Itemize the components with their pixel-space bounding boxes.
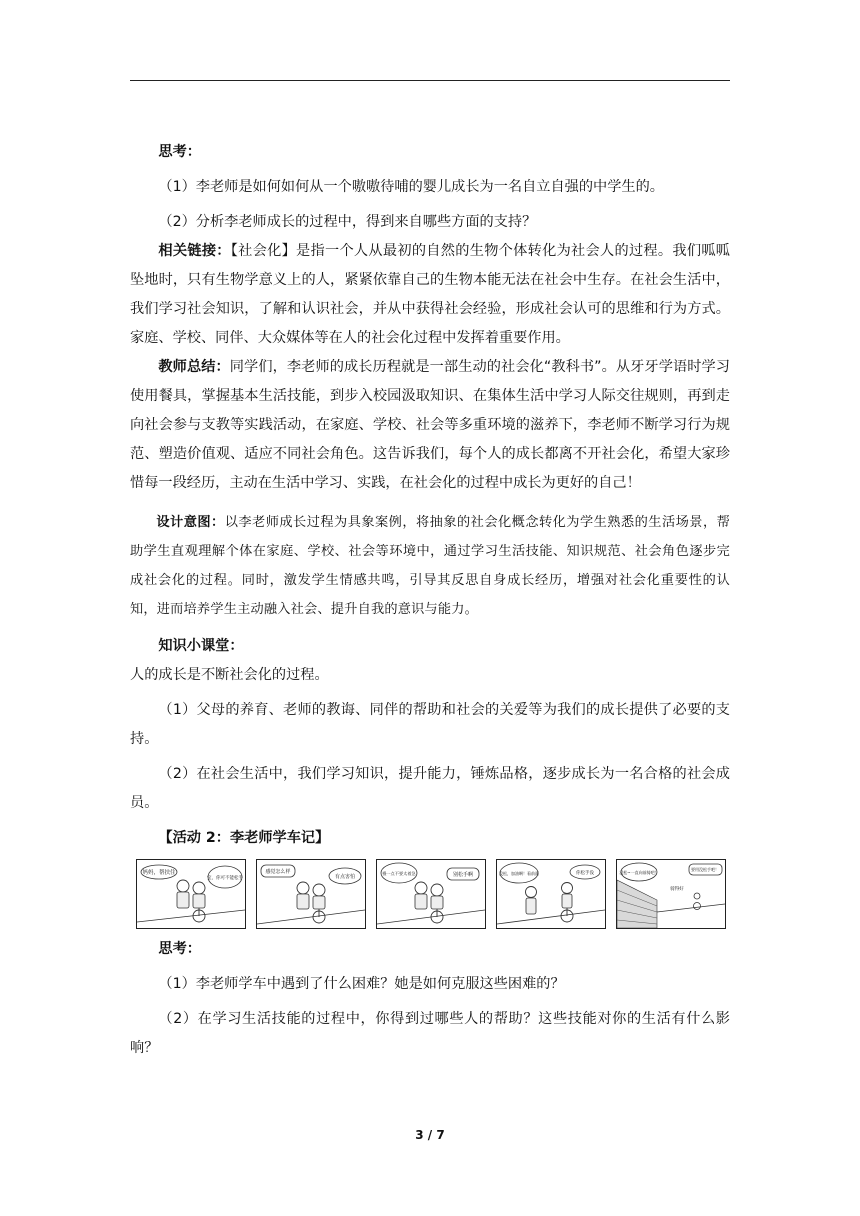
panel-3-bubble-2: 别松手啊 — [452, 872, 474, 878]
panel-3-bubble-1: 慢一点不要太着急 — [382, 871, 416, 876]
think-question-2: （2）分析李老师成长的过程中，得到来自哪些方面的支持？ — [158, 214, 537, 230]
related-link-text: 【社会化】是指一个人从最初的自然的生物个体转化为社会人的过程。我们呱呱坠地时，只有生物学意义上的人，紧紧依靠自己的生物本能无法在社会中生存。在社会生活中，我们学习社会知识，了解和认识社会，并从中获得社会经验，形成社会认可的思维和行为方式。家庭、学校、同伴、大众媒体等在人的社会化过程中发挥着重要作用。 — [130, 243, 730, 346]
comic-panel-3 — [376, 859, 486, 929]
panel-4-bubble-2: 你松手没 — [576, 871, 594, 876]
knowledge-point-1: （1）父母的养育、老师的教诲、同伴的帮助和社会的关爱等为我们的成长提供了必要的支持。 — [130, 702, 730, 747]
teacher-summary-text: 同学们，李老师的成长历程就是一部生动的社会化“教科书”。从牙牙学语时学习使用餐具，掌握基本生活技能，到步入校园汲取知识、在集体生活中学习人际交往规则，再到走向社会参与支教等实践活动，在家庭、学校、社会等多重环境的滋养下，李老师不断学习行为规范、塑造价值观、适应不同社会角色。这告诉我们，每个人的成长都离不开社会化，希望大家珍惜每一段经历，主动在生活中学习、实践，在社会化的过程中成长为更好的自己！ — [130, 359, 730, 491]
panel-2-bubble-1: 感觉怎么样 — [265, 869, 291, 875]
activity-title: 【活动 2：李老师学车记】 — [158, 830, 330, 846]
design-intent-label: 设计意图： — [156, 515, 225, 530]
think2-question-2: （2）在学习生活技能的过程中，你得到过哪些人的帮助？这些技能对你的生活有什么影响？ — [130, 1011, 730, 1056]
comic-panel-5 — [616, 859, 726, 929]
page-number: 3 / 7 — [415, 1128, 445, 1142]
panel-2-bubble-2: 有点害怕 — [334, 874, 356, 880]
teacher-summary-paragraph — [130, 353, 730, 498]
comic-panel-2 — [256, 859, 366, 929]
design-intent-text: 以李老师成长过程为具象案例，将抽象的社会化概念转化为学生熟悉的生活场景，帮助学生直观理解个体在家庭、学校、社会等环境中，通过学习生活技能、知识规范、社会角色逐步完成社会化的过程。同时，激发学生情感共鸣，引导其反思自身成长经历，增强对社会化重要性的认知，进而培养学生主动融入社会、提升自我的意识与能力。 — [130, 515, 730, 617]
knowledge-title: 知识小课堂： — [158, 638, 244, 654]
comic-strip — [136, 859, 726, 929]
teacher-summary-label: 教师总结： — [158, 359, 230, 375]
panel-1-bubble-2: 宝，你可不能松手 — [207, 876, 243, 881]
knowledge-point-2: （2）在社会生活中，我们学习知识，提升能力，锤炼品格，逐步成长为一名合格的社会成员。 — [130, 766, 730, 811]
think-title: 思考： — [158, 144, 201, 160]
knowledge-intro: 人的成长是不断社会化的过程。 — [130, 667, 329, 683]
think-question-1: （1）李老师是如何如何从一个嗷嗷待哺的婴儿成长为一名自立自强的中学生的。 — [158, 179, 664, 195]
related-link-label: 相关链接： — [158, 243, 231, 259]
comic-panel-1 — [136, 859, 246, 929]
panel-5-bubble-1: 没松~一直向前骑吧！ — [619, 870, 659, 875]
panel-5-bubble-3: 要用没松手吧！ — [691, 867, 719, 872]
related-link-paragraph — [130, 237, 730, 353]
page-content — [130, 138, 730, 1063]
panel-1-bubble-1: 妈妈，帮扶住 — [142, 870, 176, 876]
think2-title: 思考： — [158, 941, 201, 957]
header-rule — [130, 80, 730, 81]
design-intent-paragraph — [130, 508, 730, 624]
panel-5-bubble-2: 骑得好 — [670, 887, 684, 892]
comic-panel-4 — [496, 859, 606, 929]
panel-4-bubble-1: 没松，加油啊！看前面 — [499, 871, 539, 876]
think2-question-1: （1）李老师学车中遇到了什么困难？她是如何克服这些困难的？ — [158, 976, 565, 992]
